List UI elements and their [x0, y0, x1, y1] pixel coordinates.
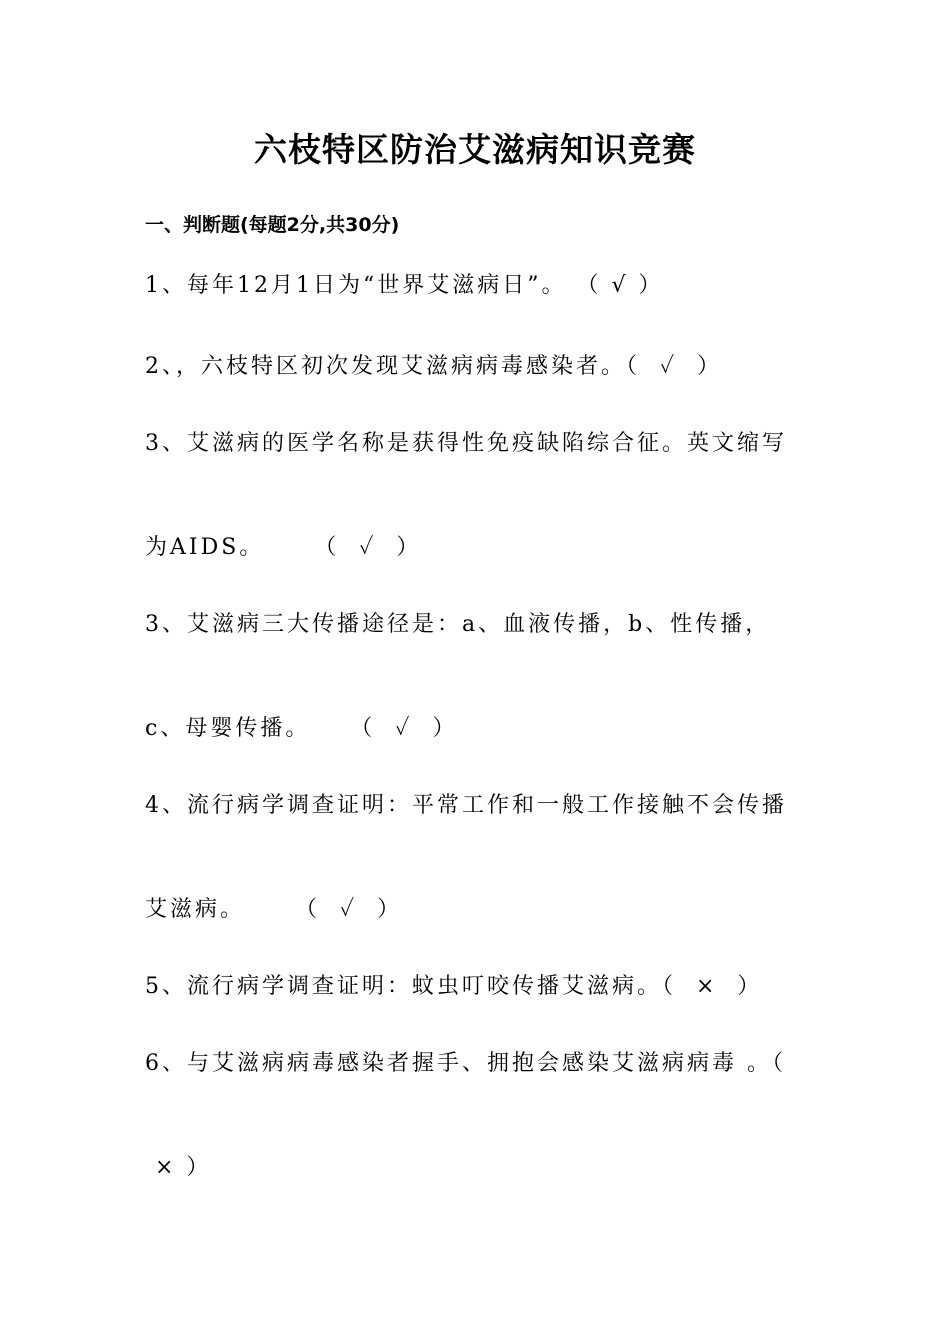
question-line-3b: 为AIDS。 （ ✓ ）: [145, 535, 422, 560]
question-line-3-2b: c、母婴传播。 （ ✓ ）: [145, 716, 458, 741]
question-line-2: 2、，六枝特区初次发现艾滋病病毒感染者。（ ✓ ）: [145, 354, 723, 379]
question-line-5: 5、流行病学调查证明：蚊虫叮咬传播艾滋病。（ × ）: [145, 974, 763, 999]
section-heading: 一、判断题(每题2分,共30分): [145, 214, 400, 236]
question-line-4a: 4、流行病学调查证明：平常工作和一般工作接触不会传播: [145, 793, 787, 818]
document-title: 六枝特区防治艾滋病知识竞赛: [254, 130, 696, 169]
question-line-3-2a: 3、艾滋病三大传播途径是：a、血液传播，b、性传播，: [145, 612, 771, 637]
question-line-6b: × ）: [145, 1155, 212, 1180]
question-line-6a: 6、与艾滋病病毒感染者握手、拥抱会感染艾滋病病毒 。（: [145, 1051, 786, 1076]
question-line-4b: 艾滋病。 （ ✓ ）: [145, 897, 403, 922]
question-line-3a: 3、艾滋病的医学名称是获得性免疫缺陷综合征。英文缩写: [145, 431, 787, 456]
question-line-1: 1、每年12月1日为“世界艾滋病日”。 （ √ ）: [145, 273, 664, 298]
